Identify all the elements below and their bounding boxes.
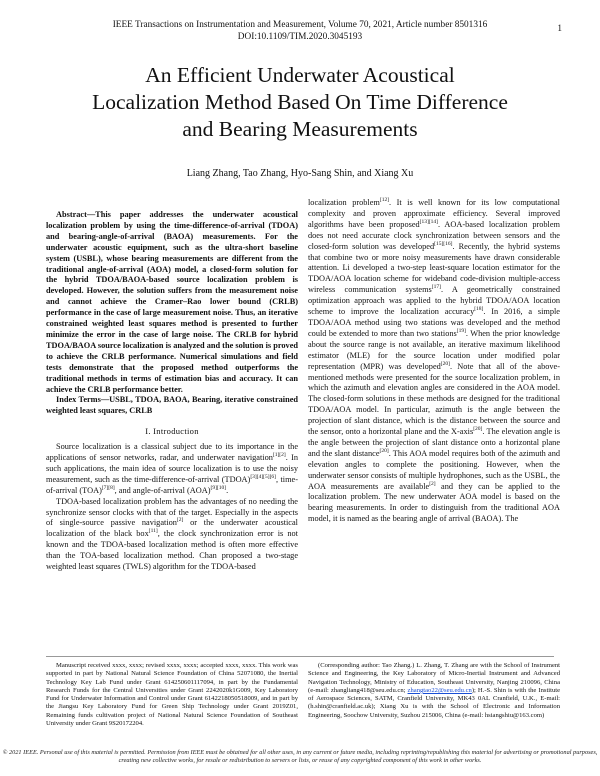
copyright-notice: © 2021 IEEE. Personal use of this material is permitted. Permission from IEEE must be obtained for all other uses, in any current or future media, including reprinting/republishing this material for advertising or promotional purposes, creating new collective works, for resale or redistribution to servers or lists, or reuse of any copyrighted component of this work in other works. bbox=[2, 749, 598, 764]
index-terms: Index Terms—USBL, TDOA, BAOA, Bearing, iterative constrained weighted least squares, CRLB bbox=[46, 395, 298, 416]
footnote-funding bbox=[46, 662, 298, 728]
body-paragraph: TDOA-based localization problem has the advantages of no needing the synchronize sensor clocks with that of the target. Especially in the aspects of single-source passive navigation[2] or the underwater acoustical localization of the black box[11], the clock synchronization error is not known and the TDOA-based localization method is often more effective than the TOA-based localization method. Chan proposed a two-stage weighted least squares (TWLS) algorithm for the TDOA-based bbox=[46, 496, 298, 572]
citation-marker: [15][16] bbox=[434, 240, 453, 247]
author-list: Liang Zhang, Tao Zhang, Hyo-Sang Shin, and Xiang Xu bbox=[186, 168, 414, 179]
doi-line: DOI:10.1109/TIM.2020.3045193 bbox=[237, 31, 363, 42]
citation-marker: [2] bbox=[429, 480, 436, 487]
right-column bbox=[308, 198, 560, 525]
page-number: 1 bbox=[557, 24, 562, 34]
citation-marker: [3][4][5][6] bbox=[250, 474, 276, 481]
citation-marker: [12] bbox=[379, 197, 390, 204]
title-line: Localization Method Based On Time Difference bbox=[92, 90, 508, 114]
left-column bbox=[46, 210, 298, 573]
body-paragraph: localization problem[12]. It is well known for its low computational complexity and proven approximate efficiency. Several improved algorithms have been proposed[13][14]. AOA-based localization problem does not need accurate clock synchronization between sensors and the closed-form solution was developed[15][16]. Recently, the hybrid systems that combine two or more noisy measurements have drawn considerable attention. Li developed a two-step least-square location estimator for the TDOA/AOA location scheme for wideband code-division multiple-access wireless communication systems[17]. A geometrically constrained optimization approach was applied to the hybrid TDOA/AOA location scheme to improve the localization accuracy[18]. In 2016, a simple TDOA/AOA method using two stations was developed and the method could be extended to more than two stations[19]. When the prior knowledge about the source range is not available, an iterative maximum likelihood estimator (MLE) for the source location under modified polar representation (MPR) was developed[20]. Note that all of the above-mentioned methods were presented for the source localization problem, in which the azimuth and elevation angles are considered in the AOA model. The closed-form solutions in these methods are designed for the traditional TDOA/AOA model. In particular, azimuth is the angle between the projection of slant distance, which is the distance between the source and the sensor, onto a horizontal plane and the X-axis[20]. The elevation angle is the angle between the projection of slant distance onto a horizontal plane and the slant distance[20]. This AOA model requires both of the azimuth and elevation angles to complete the positioning. However, when the underwater sensor consists of multiple hydrophones, such as the USBL, the AOA measurements are available[2] and they can be applied to the localization problem. The new underwater AOA model is based on the bearing measurements. In order to distinguish from the traditional AOA model, it is named as the bearing angle of arrival (BAOA). The bbox=[308, 197, 561, 524]
footnote-affiliations bbox=[308, 662, 560, 720]
citation-marker: [20] bbox=[473, 426, 483, 433]
citation-marker: [2] bbox=[176, 517, 184, 524]
title-line: and Bearing Measurements bbox=[182, 117, 418, 141]
abstract: Abstract—This paper addresses the underwater acoustical localization problem by using the time-difference-of-arrival (TDOA) and bearing-angle-of-arrival (BAOA) measurements. For the underwater acoustic equipment, such as the ultra-short baseline system (USBL), whose bearing measurements are different from the traditional angle-of-arrival (AOA) model, a closed-form solution for the hybrid TDOA/BAOA-based source localization problem is developed. However, the solution suffers from the measurement noise and cannot achieve the Cramer–Rao lower bound (CRLB) performance in the case of large measurement noise. Thus, an iterative constrained weighted least squares method is presented to further minimize the error in the case of large noise. The CRLB for hybrid TDOA/BAOA source localization is analyzed and the solution is proved to achieve the CRLB performance. Numerical simulations and field tests demonstrate that the proposed method outperforms the traditional methods in terms of estimation bias and accuracy. It can achieve the CRLB performance better. bbox=[46, 210, 298, 394]
citation-marker: [7][8] bbox=[101, 484, 115, 491]
citation-marker: [20] bbox=[440, 360, 450, 367]
citation-marker: [13][14] bbox=[419, 219, 438, 226]
title-line: An Efficient Underwater Acoustical bbox=[145, 63, 455, 87]
funding-text: Manuscript received xxxx, xxxx; revised xxxx, xxxx; accepted xxxx, xxxx. This work was supported in part by National Natural Science Foundation of China 52071080, the Inertial Technology Key Lab Fund under Grant 614250601117094, in part by the Fundamental Research Funds for the Central Universities under Grant 2242020k1G009, Key Laboratory Fund for Underwater Information and Control under Grant 6142218050518009, and in part by the Jiangsu Key Laboratory Fund for Green Ship Technology under Grant 2019Z01, Remaining funds cultivation project of National Natural Science Foundation of Southeast University under Grant 9S20172204. bbox=[46, 662, 298, 728]
citation-marker: [1][2] bbox=[272, 452, 286, 459]
journal-line: IEEE Transactions on Instrumentation and Measurement, Volume 70, 2021, Article number 8501316 bbox=[112, 20, 488, 30]
citation-marker: [18] bbox=[474, 306, 484, 313]
email-link[interactable]: zhangtao22@seu.edu.cn bbox=[407, 686, 472, 694]
citation-marker: [9][10] bbox=[210, 484, 227, 491]
section-heading: I. Introduction bbox=[145, 426, 199, 437]
citation-marker: [20] bbox=[379, 448, 389, 455]
affiliation-text bbox=[308, 662, 560, 720]
paper-title bbox=[40, 62, 560, 143]
footnote-divider bbox=[46, 656, 554, 657]
affiliation-text-part: ); H.-S. Shin is with the Institute of Aerospace Sciences, SATM, Cranfield University, MK43 0AL Cranfield, U.K., E-mail: (h.shin@cranfield.ac.uk); Xiang Xu is with the School of Electronic and Information Engineering, Soochow University, Suzhou 215006, China (e-mail: hsiangshiu@163.com) bbox=[308, 686, 560, 719]
citation-marker: [19] bbox=[456, 328, 466, 335]
running-header bbox=[0, 20, 600, 43]
citation-marker: [11] bbox=[148, 528, 158, 535]
citation-marker: [17] bbox=[431, 284, 441, 291]
affiliation-text-part: (Corresponding author: Tao Zhang.) L. Zhang, T. Zhang are with the School of Instrument Science and Engineering, the Key Laboratory of Micro-Inertial Instrument and Advanced Navigation Technology, Ministry of Education, Southeast University, Nanjing 210096, China (e-mail: zhangliang418@seu.edu.cn; bbox=[308, 662, 560, 694]
body-paragraph: Source localization is a classical subject due to its importance in the applications of sensor networks, radar, and underwater navigation[1][2]. In such applications, the main idea of source localization is to use the noisy measurement, such as the time-difference-of-arrival (TDOA)[3][4][5][6], time-of-arrival (TOA)[7][8], and angle-of-arrival (AOA)[9][10]. bbox=[46, 442, 299, 495]
